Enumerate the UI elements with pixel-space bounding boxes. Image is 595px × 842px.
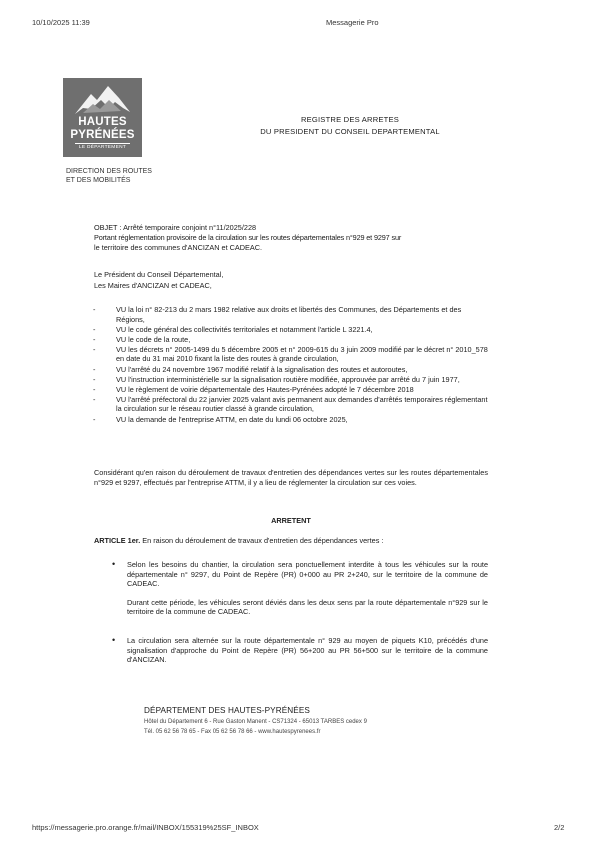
vu-item: - VU les décrets n° 2005-1499 du 5 décembre 2005 et n° 2009-615 du 3 juin 2009 modifié par le décret n° 2010_578 en date du 31 mai 2010 fixant la liste des routes à grande circulation, [93, 345, 488, 364]
article-1-text: En raison du déroulement de travaux d'entretien des dépendances vertes : [142, 536, 384, 545]
objet-line-1: OBJET : Arrêté temporaire conjoint n°11/2025/228 [94, 223, 257, 232]
register-title: REGISTRE DES ARRETES [300, 115, 400, 124]
logo-line-2: PYRÉNÉES [70, 129, 135, 141]
article-item: • La circulation sera alternée sur la route départementale n° 929 au moyen de piquets K10, précédés d'une signalisation d'approche du Point de Repère (PR) 56+200 au PR 56+500 sur le territoire de la commune d'ANCIZAN. [108, 636, 488, 665]
vu-item: - VU l'arrêté préfectoral du 22 janvier 2025 valant avis permanent aux demandes d'arrêtés temporaires réglementant la circulation sur le réseau routier classé à grande circulation, [93, 395, 488, 414]
print-url: https://messagerie.pro.orange.fr/mail/INBOX/155319%25SF_INBOX [32, 823, 259, 832]
considerant-paragraph: Considérant qu'en raison du déroulement de travaux d'entretien des dépendances vertes sur les routes départementales n°929 et 9297, effectués par l'entreprise ATTM, il y a lieu de réglementer la circulation sur ces voies. [94, 468, 488, 487]
vu-item: - VU le code général des collectivités territoriales et notamment l'article L 3221.4, [93, 325, 488, 335]
logo-divider [75, 143, 130, 144]
article-item-detour: Durant cette période, les véhicules seront déviés dans les deux sens par la route départementale n°929 sur le territoire de la commune de CADEAC. [127, 597, 488, 617]
logo-line-3: LE DÉPARTEMENT [78, 145, 127, 150]
objet-line-2: Portant réglementation provisoire de la circulation sur les routes départementales n°929 et 9297 sur [94, 233, 402, 242]
vu-item: - VU le règlement de voirie départementale des Hautes-Pyrénées adopté le 7 décembre 2018 [93, 385, 488, 395]
vu-item: - VU le code de la route, [93, 335, 488, 345]
print-datetime: 10/10/2025 11:39 [32, 18, 90, 27]
print-app-name: Messagerie Pro [326, 18, 379, 27]
register-subtitle: DU PRESIDENT DU CONSEIL DEPARTEMENTAL [260, 127, 440, 136]
signatory-mayors: Les Maires d'ANCIZAN et CADEAC, [94, 281, 212, 290]
article-1-label: ARTICLE 1er. [94, 536, 141, 545]
direction-line-1: DIRECTION DES ROUTES [66, 168, 152, 175]
logo-line-1: HAUTES [78, 116, 127, 128]
arretent-heading: ARRETENT [271, 516, 311, 525]
vu-item: - VU l'arrêté du 24 novembre 1967 modifié relatif à la signalisation des routes et autoroutes, [93, 365, 488, 375]
objet-line-3: le territoire des communes d'ANCIZAN et CADEAC. [94, 243, 263, 252]
direction-line-2: ET DES MOBILITÉS [66, 177, 131, 184]
footer-dept-name: DÉPARTEMENT DES HAUTES-PYRÉNÉES [144, 706, 310, 715]
article-items [108, 560, 488, 665]
footer-dept-contact: Tél. 05 62 56 78 65 - Fax 05 62 56 78 66 - www.hautespyrenees.fr [144, 729, 321, 735]
department-logo [63, 78, 142, 157]
print-page-number: 2/2 [554, 823, 565, 832]
vu-list [93, 305, 488, 425]
article-1 [94, 536, 383, 546]
signatory-president: Le Président du Conseil Départemental, [94, 270, 224, 279]
vu-item: - VU la demande de l'entreprise ATTM, en date du lundi 06 octobre 2025, [93, 415, 488, 425]
footer-dept-address: Hôtel du Département 6 - Rue Gaston Manent - CS71324 - 65013 TARBES cedex 9 [144, 719, 367, 725]
vu-item: - VU la loi n° 82-213 du 2 mars 1982 relative aux droits et libertés des Communes, des Départements et des Régions, [93, 305, 488, 324]
article-item: • Selon les besoins du chantier, la circulation sera ponctuellement interdite à tous les véhicules sur la route départementale n° 9297, du Point de Repère (PR) 0+000 au PR 2+240, sur le territoire de la commune de CADEAC. [108, 560, 488, 589]
vu-item: - VU l'instruction interministérielle sur la signalisation routière modifiée, approuvée par arrêté du 7 juin 1977, [93, 375, 488, 385]
